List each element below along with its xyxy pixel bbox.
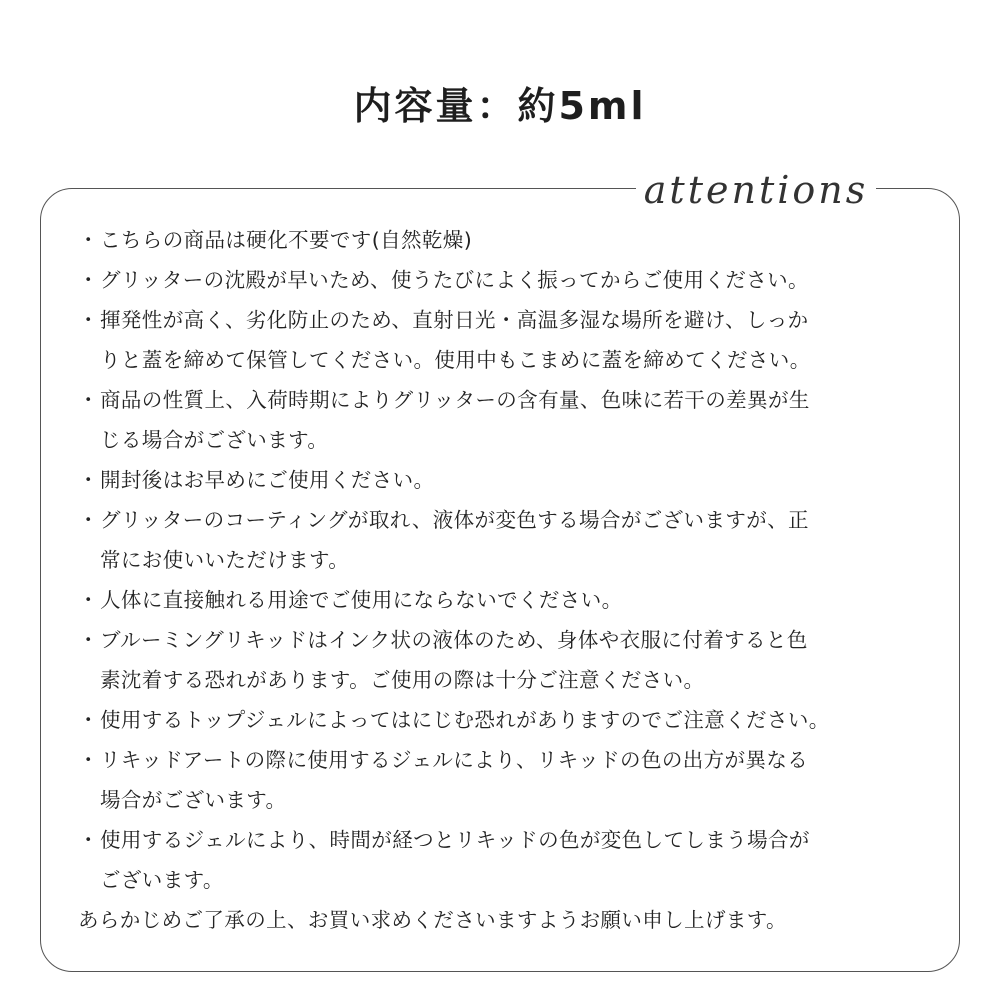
note-line: ブルーミングリキッドはインク状の液体のため、身体や衣服に付着すると色 [100,628,808,652]
note-line: りと蓋を締めて保管してください。使用中もこまめに蓋を締めてください。 [100,348,811,372]
bullet-mark: ・ [78,628,99,652]
note-line: こちらの商品は硬化不要です(自然乾燥) [100,228,473,252]
note-item [78,500,938,580]
note-line: 人体に直接触れる用途でご使用にならないでください。 [100,588,623,612]
bullet-mark: ・ [78,748,99,772]
note-item [78,380,938,460]
bullet-mark: ・ [78,708,99,732]
closing-message: あらかじめご了承の上、お買い求めくださいますようお願い申し上げます。 [78,908,787,932]
note-item [78,740,938,820]
note-line: リキッドアートの際に使用するジェルにより、リキッドの色の出方が異なる [100,748,809,772]
note-line: ございます。 [100,868,224,892]
note-item [78,580,938,620]
note-line: 使用するトップジェルによってはにじむ恐れがありますのでご注意ください。 [100,708,830,732]
note-item [78,460,938,500]
note-line: 商品の性質上、入荷時期によりグリッターの含有量、色味に若干の差異が生 [100,388,810,412]
bullet-mark: ・ [78,308,99,332]
bullet-mark: ・ [78,508,99,532]
bullet-mark: ・ [78,828,99,852]
bullet-mark: ・ [78,388,99,412]
note-line: 素沈着する恐れがあります。ご使用の際は十分ご注意ください。 [100,668,705,692]
note-line: じる場合がございます。 [100,428,329,452]
bullet-mark: ・ [78,468,99,492]
note-item [78,260,938,300]
notes-list [78,220,938,900]
note-line: 開封後はお早めにご使用ください。 [100,468,435,492]
note-line: 揮発性が高く、劣化防止のため、直射日光・高温多湿な場所を避け、しっか [100,308,809,332]
note-line: グリッターの沈殿が早いため、使うたびによく振ってからご使用ください。 [100,268,809,292]
note-item [78,620,938,700]
note-line: 場合がございます。 [100,788,287,812]
page-title: 内容量：約5ml [353,84,647,128]
attentions-label: attentions [636,165,876,215]
note-line: 使用するジェルにより、時間が経つとリキッドの色が変色してしまう場合が [100,828,810,852]
note-item [78,820,938,900]
bullet-mark: ・ [78,268,99,292]
note-item [78,220,938,260]
note-item [78,300,938,380]
note-item [78,700,938,740]
bullet-mark: ・ [78,588,99,612]
note-line: グリッターのコーティングが取れ、液体が変色する場合がございますが、正 [100,508,809,532]
bullet-mark: ・ [78,228,99,252]
note-line: 常にお使いいただけます。 [100,548,350,572]
